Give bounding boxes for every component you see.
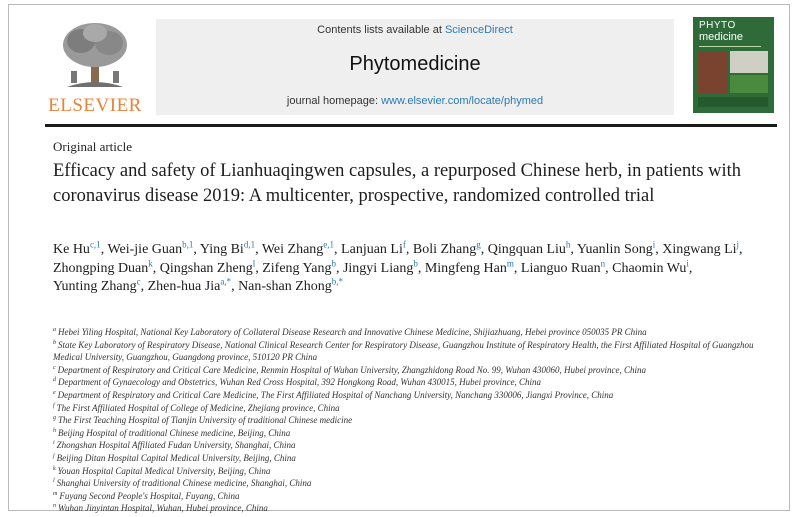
author-name[interactable]: Yunting Zhang$^c$ (53, 276, 141, 294)
author-affiliation-marker[interactable]: c,1 (89, 239, 101, 250)
author-affiliation-marker[interactable]: f (402, 239, 406, 250)
affiliation-key: a (53, 327, 56, 333)
affiliation-row (53, 414, 773, 427)
author-affiliation-marker[interactable]: m (506, 257, 514, 268)
affiliation-row (53, 490, 773, 503)
author-name[interactable]: Wei-jie Guan$^{b,1}$ (107, 239, 194, 257)
affiliation-text: Department of Respiratory and Critical Care Medicine, The First Affiliated Hospital of Nanchang University, Nanchang 330006, Jiangxi Province, China (57, 389, 614, 400)
homepage-prefix: journal homepage: (286, 95, 382, 107)
contents-prefix: Contents lists available at (317, 24, 445, 36)
elsevier-wordmark: ELSEVIER (48, 95, 142, 116)
affiliation-text: State Key Laboratory of Respiratory Disease, National Clinical Research Center for Respiratory Disease, Guangzhou Institute of Respiratory Health, the First Affiliated Hospital of Guangzhou Medical University, Guangzhou, Guangdong province, 510120 PR China (53, 339, 754, 363)
author-name[interactable]: Nan-shan Zhong$^{b,*}$ (238, 276, 344, 294)
author-affiliation-marker[interactable]: b (413, 257, 418, 268)
cover-photo-plant (730, 75, 768, 93)
author-affiliation-marker[interactable]: i (686, 257, 689, 268)
author-name[interactable]: Qingshan Zheng$^l$ (159, 257, 256, 276)
cover-title-line2: medicine (699, 31, 744, 43)
affiliation-row (53, 452, 773, 465)
author-affiliation-marker[interactable]: j (736, 239, 740, 250)
author-name[interactable]: Yuanlin Song$^i$ (576, 239, 656, 257)
author-name[interactable]: Jingyi Liang$^b$ (342, 257, 418, 276)
affiliation-text: Fuyang Second People's Hospital, Fuyang, China (59, 490, 240, 501)
author-affiliation-marker[interactable]: c (136, 276, 141, 287)
contents-line (156, 24, 674, 36)
author-name[interactable]: Boli Zhang$^g$ (412, 239, 481, 257)
affiliation-row (53, 326, 773, 339)
author-name[interactable]: Lianguo Ruan$^n$ (520, 257, 606, 276)
affiliation-key: j (53, 452, 55, 459)
elsevier-logo[interactable] (45, 19, 145, 115)
sciencedirect-link[interactable]: ScienceDirect (444, 24, 513, 36)
page-frame (8, 4, 790, 514)
cover-divider (699, 46, 761, 47)
author-name[interactable]: Ke Hu$^{c,1}$ (53, 239, 101, 257)
author-affiliation-marker[interactable]: b,1 (182, 239, 194, 250)
affiliation-row (53, 364, 773, 377)
affiliation-text: The First Affiliated Hospital of College of Medicine, Zhejiang province, China (56, 402, 340, 413)
affiliation-text: Department of Gynaecology and Obstetrics, Wuhan Red Cross Hospital, 392 Hongkong Road, Wuhan 430015, Hubei province, China (58, 377, 542, 388)
elsevier-tree-icon (57, 19, 133, 91)
affiliation-row (53, 439, 773, 452)
affiliation-key: m (53, 490, 58, 497)
affiliation-key: g (53, 415, 56, 422)
affiliation-text: Wuhan Jinyintan Hospital, Wuhan, Hubei province, China (58, 503, 268, 514)
author-name[interactable]: Xingwang Li$^j$ (662, 239, 740, 257)
affiliation-row (53, 389, 773, 402)
cover-photo-chart (730, 51, 768, 73)
affiliation-text: Beijing Hospital of traditional Chinese medicine, Beijing, China (58, 427, 291, 438)
author-name[interactable]: Ying Bi$^{d,1}$ (199, 239, 256, 257)
author-affiliation-marker[interactable]: k (148, 257, 153, 268)
affiliation-key: n (53, 503, 56, 510)
author-name[interactable]: Zhen-hua Jia$^{a,*}$ (147, 276, 232, 294)
affiliation-key: h (53, 427, 56, 434)
affiliation-key: d (53, 377, 56, 384)
author-name[interactable]: Mingfeng Han$^m$ (424, 257, 514, 276)
author-name[interactable]: Lanjuan Li$^f$ (341, 239, 406, 257)
author-name[interactable]: Chaomin Wu$^i$ (612, 257, 689, 276)
affiliation-text: Beijing Ditan Hospital Capital Medical University, Beijing, China (56, 452, 296, 463)
affiliation-row (53, 465, 773, 478)
affiliation-key: b (53, 339, 56, 346)
affiliation-key: k (53, 465, 56, 472)
affiliation-row (53, 477, 773, 490)
affiliation-text: Department of Respiratory and Critical Care Medicine, Renmin Hospital of Wuhan University, Zhangzhidong Road No. 99, Wuhan 430060, Hubei province, China (57, 364, 646, 375)
author-list: Ke Hu$^{c,1}$, Wei-jie Guan$^{b,1}$, Ying Bi$^{d,1}$, Wei Zhang$^{e,1}$, Lanjuan Li$^f$, Boli Zhang$^g$, Qingquan Liu$^h$, Yuanlin Song$^i$, Xingwang Li$^j$, Zhongping Duan$^k$, Qingshan Zheng$^l$, Zifeng Yang$^b$, Jingyi Liang$^b$, Mingfeng Han$^m$, Lianguo Ruan$^n$, Chaomin Wu$^i$, Yunting Zhang$^c$, Zhen-hua Jia$^{a,*}$, Nan-shan Zhong$^{b,*}$ (53, 239, 743, 294)
author-affiliation-marker[interactable]: g (476, 239, 481, 250)
author-name[interactable]: Zifeng Yang$^b$ (262, 257, 336, 276)
journal-masthead (156, 19, 674, 115)
author-affiliation-marker[interactable]: i (652, 239, 656, 250)
author-affiliation-marker[interactable]: d,1 (243, 239, 256, 250)
author-name[interactable]: Zhongping Duan$^k$ (53, 257, 153, 276)
affiliation-text: Youan Hospital Capital Medical University, Beijing, China (57, 465, 271, 476)
homepage-link[interactable]: www.elsevier.com/locate/phymed (381, 95, 544, 107)
homepage-line (156, 95, 674, 107)
header-rule (45, 124, 777, 127)
article-type: Original article (53, 139, 133, 154)
journal-cover-image[interactable] (693, 17, 774, 113)
affiliation-key: l (53, 478, 55, 485)
affiliation-text: The First Teaching Hospital of Tianjin University of traditional Chinese medicine (58, 415, 353, 426)
affiliation-key: e (53, 389, 56, 396)
author-affiliation-marker[interactable]: n (600, 257, 606, 268)
cover-title-line1: PHYTO (699, 20, 736, 31)
affiliation-key: i (53, 440, 55, 447)
author-affiliation-marker[interactable]: b (331, 257, 336, 268)
author-name[interactable]: Wei Zhang$^{e,1}$ (261, 239, 335, 257)
affiliation-row (53, 402, 773, 415)
cover-photo-portrait (698, 51, 728, 93)
journal-name: Phytomedicine (349, 53, 481, 75)
cover-footer-strip (698, 97, 768, 107)
affiliation-key: f (53, 402, 55, 409)
affiliation-row (53, 339, 773, 364)
author-affiliation-marker[interactable]: b,* (331, 276, 344, 287)
author-affiliation-marker[interactable]: e,1 (323, 239, 335, 250)
affiliation-text: Hebei Yiling Hospital, National Key Laboratory of Collateral Disease Research and Innovative Chinese Medicine, Shijiazhuang, Hebei province 050035 PR China (58, 327, 647, 337)
author-affiliation-marker[interactable]: a,* (220, 276, 232, 287)
author-name[interactable]: Qingquan Liu$^h$ (487, 239, 571, 257)
author-affiliation-marker[interactable]: l (252, 257, 256, 268)
affiliation-row (53, 376, 773, 389)
affiliation-row (53, 502, 773, 515)
affiliation-list (53, 326, 773, 515)
article-title: Efficacy and safety of Lianhuaqingwen capsules, a repurposed Chinese herb, in patients with coronavirus disease 2019: A multicenter, prospective, randomized controlled trial (53, 161, 742, 206)
author-affiliation-marker[interactable]: h (565, 239, 571, 250)
affiliation-text: Shanghai University of traditional Chinese medicine, Shanghai, China (56, 478, 312, 489)
affiliation-row (53, 427, 773, 440)
affiliation-key: c (53, 364, 56, 371)
affiliation-text: Zhongshan Hospital Affiliated Fudan University, Shanghai, China (56, 440, 296, 451)
